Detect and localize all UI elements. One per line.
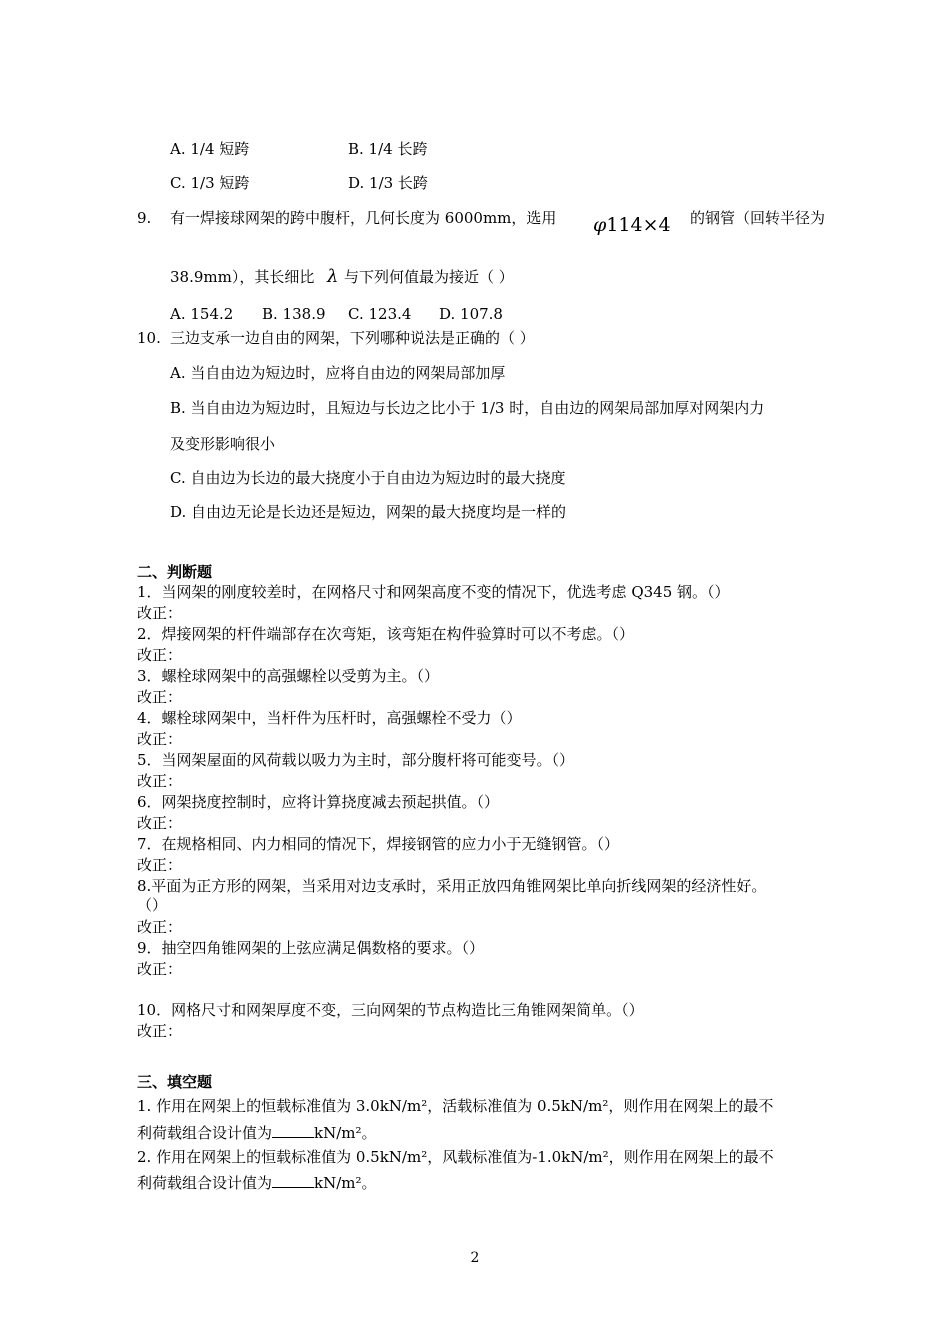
correction-label: 改正：: [137, 688, 183, 706]
judge-item-10: 10．网格尺寸和网架厚度不变，三向网架的节点构造比三角锥网架简单。（）: [137, 1001, 644, 1019]
fill-q1-line1: 1. 作用在网架上的恒载标准值为 3.0kN/m²，活载标准值为 0.5kN/m²，则作用在网架上的最不: [137, 1097, 774, 1115]
judge-item-3: 3．螺栓球网架中的高强螺栓以受剪为主。（）: [137, 667, 440, 685]
judge-item-9: 9．抽空四角锥网架的上弦应满足偶数格的要求。（）: [137, 939, 485, 957]
fill-q2-unit: kN/m²。: [314, 1174, 377, 1192]
correction-label: 改正：: [137, 856, 183, 874]
q8-option-d: D. 1/3 长跨: [348, 174, 428, 192]
fill-q1-unit: kN/m²。: [314, 1124, 377, 1142]
judge-item-8-cont: （）: [137, 896, 168, 914]
phi-symbol: φ: [593, 214, 607, 236]
correction-label: 改正：: [137, 960, 183, 978]
q8-option-b: B. 1/4 长跨: [348, 140, 428, 158]
judge-item-1: 1．当网架的刚度较差时，在网格尺寸和网架高度不变的情况下，优选考虑 Q345 钢。（）: [137, 583, 730, 601]
q10-option-c: C. 自由边为长边的最大挠度小于自由边为短边时的最大挠度: [170, 469, 566, 487]
answer-blank[interactable]: [272, 1173, 314, 1188]
fill-q2-line2: [137, 1173, 377, 1192]
correction-label: 改正：: [137, 772, 183, 790]
q9-spec: 114×4: [606, 214, 671, 236]
lambda-symbol: λ: [327, 266, 339, 287]
q10-option-b-line1: B. 当自由边为短边时，且短边与长边之比小于 1/3 时，自由边的网架局部加厚对网架内力: [170, 399, 765, 417]
q9-text-before: 有一焊接球网架的跨中腹杆，几何长度为 6000mm，选用: [170, 209, 557, 227]
judge-item-8: 8.平面为正方形的网架，当采用对边支承时，采用正放四角锥网架比单向折线网架的经济性好。: [137, 877, 767, 895]
q9-text-after: 的钢管（回转半径为: [690, 209, 826, 227]
q9-option-a: A. 154.2: [170, 305, 234, 323]
q8-option-c: C. 1/3 短跨: [170, 174, 250, 192]
page-number: 2: [470, 1250, 480, 1266]
judge-item-2: 2．焊接网架的杆件端部存在次弯矩，该弯矩在构件验算时可以不考虑。（）: [137, 625, 635, 643]
q9-number: 9.: [137, 209, 152, 227]
fill-q1-line2: [137, 1123, 377, 1142]
correction-label: 改正：: [137, 730, 183, 748]
q10-option-d: D. 自由边无论是长边还是短边，网架的最大挠度均是一样的: [170, 503, 567, 521]
q9-option-d: D. 107.8: [439, 305, 503, 323]
q10-text: 三边支承一边自由的网架，下列哪种说法是正确的（ ）: [170, 329, 535, 347]
judge-item-4: 4．螺栓球网架中，当杆件为压杆时，高强螺栓不受力（）: [137, 709, 522, 727]
q8-option-a: A. 1/4 短跨: [170, 140, 250, 158]
correction-label: 改正：: [137, 604, 183, 622]
correction-label: 改正：: [137, 814, 183, 832]
q9-formula: [593, 216, 671, 234]
correction-label: 改正：: [137, 918, 183, 936]
fill-q2-line1: 2. 作用在网架上的恒载标准值为 0.5kN/m²，风载标准值为-1.0kN/m²，则作用在网架上的最不: [137, 1148, 774, 1166]
judge-heading: 二、判断题: [137, 563, 213, 581]
correction-label: 改正：: [137, 646, 183, 664]
q10-option-a: A. 当自由边为短边时，应将自由边的网架局部加厚: [170, 364, 506, 382]
fill-q2-prefix: 利荷载组合设计值为: [137, 1174, 273, 1192]
q9-line2-after: 与下列何值最为接近（ ）: [344, 268, 514, 286]
q9-line2-before: 38.9mm），其长细比: [170, 268, 315, 286]
judge-item-7: 7．在规格相同、内力相同的情况下，焊接钢管的应力小于无缝钢管。（）: [137, 835, 620, 853]
q9-option-c: C. 123.4: [348, 305, 412, 323]
q10-option-b-line2: 及变形影响很小: [170, 435, 276, 453]
fill-heading: 三、填空题: [137, 1073, 213, 1091]
judge-item-6: 6．网架挠度控制时，应将计算挠度减去预起拱值。（）: [137, 793, 500, 811]
correction-label: 改正：: [137, 1022, 183, 1040]
q9-option-b: B. 138.9: [262, 305, 326, 323]
fill-q1-prefix: 利荷载组合设计值为: [137, 1124, 273, 1142]
answer-blank[interactable]: [272, 1123, 314, 1138]
judge-item-5: 5．当网架屋面的风荷载以吸力为主时，部分腹杆将可能变号。（）: [137, 751, 575, 769]
q10-number: 10.: [137, 329, 161, 347]
